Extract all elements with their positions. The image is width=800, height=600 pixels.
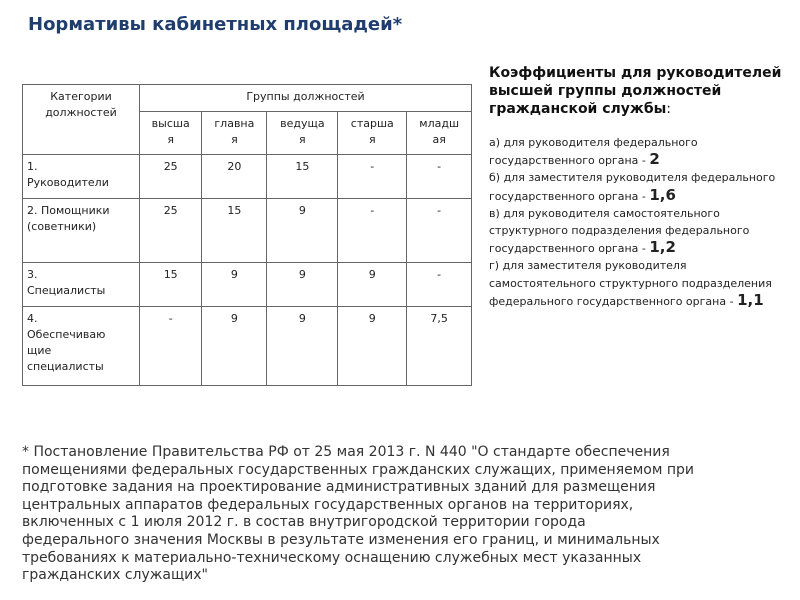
value-cell: - <box>338 155 407 199</box>
value-cell: - <box>407 263 472 307</box>
value-cell: 9 <box>267 263 338 307</box>
group-header-line: младш <box>419 117 460 130</box>
value-cell: 25 <box>140 155 202 199</box>
coefficients-title <box>489 64 789 118</box>
group-header-cell <box>338 112 407 155</box>
group-header-cell <box>140 112 202 155</box>
coefficient-item <box>489 169 789 204</box>
value-cell: - <box>338 199 407 263</box>
table-header-row <box>23 85 472 112</box>
group-header-line: главна <box>214 117 255 130</box>
value-cell: - <box>407 199 472 263</box>
group-header-line: я <box>167 133 174 146</box>
coefficient-item <box>489 134 789 169</box>
value-cell: 15 <box>202 199 267 263</box>
coefficients-block <box>489 64 789 310</box>
footnote-line: подготовке задания на проектирование административных зданий для размещения <box>22 479 656 496</box>
category-line: Руководители <box>27 176 109 189</box>
coefficient-text: в) для руководителя самостоятельного структурного подразделения федерального государственного органа - <box>489 206 750 256</box>
category-cell <box>23 307 140 386</box>
coefficient-text: б) для заместителя руководителя федерального государственного органа - <box>489 171 776 203</box>
coefficients-list <box>489 134 789 310</box>
value-cell: 9 <box>202 263 267 307</box>
category-cell <box>23 199 140 263</box>
category-cell <box>23 155 140 199</box>
category-line: 1. <box>27 160 38 173</box>
category-line: 2. Помощники <box>27 204 110 217</box>
group-header-line: старша <box>350 117 394 130</box>
header-category-cell <box>23 85 140 155</box>
table-row <box>23 199 472 263</box>
category-cell <box>23 263 140 307</box>
group-header-line: ая <box>432 133 446 146</box>
table-row <box>23 155 472 199</box>
value-cell: - <box>407 155 472 199</box>
footnote-line: федерального значения Москвы в результате изменения его границ, и минимальных <box>22 531 660 548</box>
value-cell: 25 <box>140 199 202 263</box>
category-line: щие <box>27 344 52 357</box>
group-header-line: я <box>231 133 238 146</box>
footnote-line: помещениями федеральных государственных гражданских служащих, применяемом при <box>22 461 695 478</box>
table-row <box>23 307 472 386</box>
category-line: Специалисты <box>27 284 106 297</box>
coefficient-text: а) для руководителя федерального государственного органа - <box>489 136 698 168</box>
coefficient-value: 1,2 <box>649 238 676 257</box>
footnote-line: гражданских служащих" <box>22 567 208 584</box>
coefficient-item <box>489 257 789 310</box>
coefficients-title-text: Коэффициенты для руководителей высшей группы должностей гражданской службы <box>489 65 782 117</box>
group-header-line: ведуща <box>280 117 325 130</box>
category-line: специалисты <box>27 360 104 373</box>
footnote <box>22 444 778 585</box>
category-line: Обеспечиваю <box>27 328 106 341</box>
coefficients-title-colon: : <box>666 101 672 117</box>
group-header-cell <box>267 112 338 155</box>
footnote-line: * Постановление Правительства РФ от 25 мая 2013 г. N 440 "О стандарте обеспечения <box>22 444 670 460</box>
footnote-line: включенных с 1 июля 2012 г. в состав внутригородской территории города <box>22 514 586 531</box>
page-title: Нормативы кабинетных площадей* <box>28 14 403 35</box>
group-header-line: я <box>299 133 306 146</box>
value-cell: 9 <box>267 199 338 263</box>
norms-table <box>22 84 472 386</box>
coefficient-value: 2 <box>649 150 660 169</box>
value-cell: 15 <box>267 155 338 199</box>
group-header-line: высша <box>151 117 190 130</box>
coefficient-text: г) для заместителя руководителя самостоятельного структурного подразделения федерального государственного органа - <box>489 259 772 308</box>
value-cell: 20 <box>202 155 267 199</box>
value-cell: 9 <box>202 307 267 386</box>
value-cell: 7,5 <box>407 307 472 386</box>
value-cell: 9 <box>338 263 407 307</box>
category-line: 3. <box>27 268 38 281</box>
footnote-line: требованиях к материально-техническому оснащению служебных мест указанных <box>22 549 642 566</box>
coefficient-value: 1,1 <box>737 290 764 309</box>
group-header-line: я <box>368 133 376 146</box>
group-header-cell <box>202 112 267 155</box>
header-groups-cell: Группы должностей <box>140 85 472 112</box>
footnote-line: центральных аппаратов федеральных государственных органов на территориях, <box>22 496 634 513</box>
value-cell: 15 <box>140 263 202 307</box>
value-cell: - <box>140 307 202 386</box>
header-category-line: Категории <box>50 90 112 103</box>
table-row <box>23 263 472 307</box>
category-line: (советники) <box>27 220 97 233</box>
coefficient-value: 1,6 <box>649 185 676 204</box>
header-category-line: должностей <box>45 106 117 119</box>
category-line: 4. <box>27 312 38 325</box>
value-cell: 9 <box>338 307 407 386</box>
value-cell: 9 <box>267 307 338 386</box>
group-header-cell <box>407 112 472 155</box>
coefficient-item <box>489 205 789 258</box>
